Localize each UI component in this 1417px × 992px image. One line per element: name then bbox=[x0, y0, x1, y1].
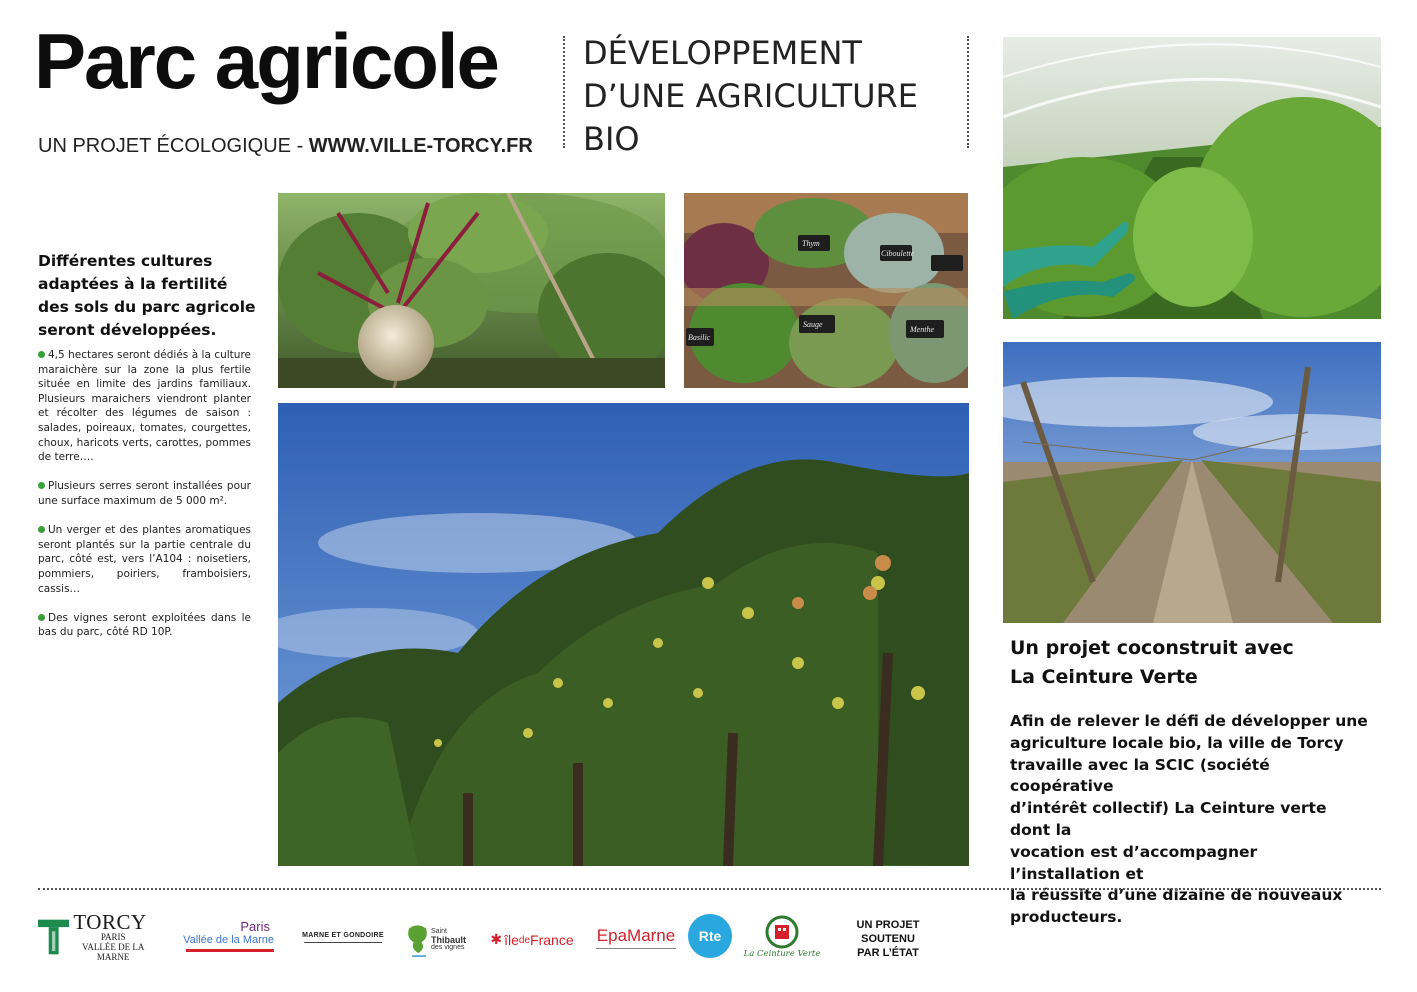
cultures-heading-line: seront développées. bbox=[38, 321, 217, 339]
list-item-text: Des vignes seront exploitées dans le bas du parc, côté RD 10P. bbox=[38, 611, 251, 639]
paragraph-line: producteurs. bbox=[1010, 908, 1123, 927]
subtitle bbox=[38, 135, 533, 158]
pvm-underline bbox=[186, 949, 274, 952]
ceinture-heading-line: Un projet coconstruit avec bbox=[1010, 637, 1294, 659]
paragraph-line: travaille avec la SCIC (société coopérative bbox=[1010, 755, 1270, 796]
cultures-heading-line: des sols du parc agricole bbox=[38, 298, 256, 316]
paragraph-line: d’intérêt collectif) La Ceinture verte dont la bbox=[1010, 799, 1327, 839]
st-thibault-line: Thibault bbox=[431, 935, 466, 945]
list-item-text: Plusieurs serres seront installées pour une surface maximum de 5 000 m². bbox=[38, 480, 251, 507]
herb-label: Menthe bbox=[910, 325, 934, 334]
vertical-divider-left bbox=[563, 36, 565, 148]
idf-text-1: île bbox=[504, 932, 519, 948]
cultures-list bbox=[38, 348, 251, 654]
etat-line: PAR L’ÉTAT bbox=[857, 947, 919, 959]
list-item bbox=[38, 348, 251, 465]
idf-text-3: France bbox=[530, 932, 574, 948]
list-item-text: 4,5 hectares seront dédiés à la culture maraichère sur la zone la plus fertile située en limite des jardins familiaux. Plusieurs maraichers viendront planter et récolter des légumes de saison : salades, poireaux, tomates, courgettes, choux, haricots verts, carottes, pommes de terre…. bbox=[38, 349, 251, 464]
herb-label: Sauge bbox=[803, 320, 823, 329]
epamarne-logo bbox=[594, 924, 678, 952]
torcy-name: TORCY bbox=[73, 910, 147, 934]
etat-line: UN PROJET bbox=[856, 919, 920, 931]
saint-thibault-logo bbox=[406, 914, 466, 966]
list-item-text: Un verger et des plantes aromatiques seront plantés sur la partie centrale du parc, côté est, vers l’A104 : noisetiers, pommiers, poiriers, framboisiers, cassis… bbox=[38, 524, 251, 595]
paragraph-line: vocation est d’accompagner l’installation et bbox=[1010, 842, 1258, 883]
ceinture-verte-paragraph bbox=[1010, 711, 1370, 929]
rte-text: Rte bbox=[698, 928, 722, 944]
etat-support bbox=[848, 917, 928, 961]
pvm-top: Paris bbox=[240, 919, 270, 934]
vertical-divider-right bbox=[967, 36, 969, 148]
orchard-photo bbox=[278, 403, 969, 866]
etat-line: SOUTENU bbox=[861, 933, 915, 945]
ceinture-verte-emblem-icon bbox=[765, 915, 799, 949]
footer-divider bbox=[38, 888, 1381, 890]
torcy-sub: VALLÉE DE LA MARNE bbox=[82, 942, 145, 962]
bullet-dot-icon bbox=[38, 351, 45, 358]
paris-vallee-marne-logo bbox=[182, 913, 274, 959]
greenhouse-photo bbox=[1003, 37, 1381, 319]
theme-heading bbox=[583, 32, 918, 161]
ceinture-verte-text: La Ceinture Verte bbox=[743, 949, 821, 959]
ceinture-verte-heading bbox=[1010, 634, 1370, 692]
vineyard-photo bbox=[1003, 342, 1381, 623]
bullet-dot-icon bbox=[38, 482, 45, 489]
list-item bbox=[38, 611, 251, 640]
star-icon: ✱ bbox=[490, 932, 503, 948]
subtitle-prefix: UN PROJET ÉCOLOGIQUE - bbox=[38, 135, 309, 157]
st-thibault-line: Saint bbox=[431, 928, 447, 935]
idf-text-2: de bbox=[518, 934, 531, 946]
theme-line-3: BIO bbox=[583, 120, 640, 158]
paragraph-line: la réussite d’une dizaine de nouveaux bbox=[1010, 886, 1343, 905]
marne-gondoire-text: MARNE ET GONDOIRE bbox=[302, 931, 384, 939]
cultures-heading bbox=[38, 250, 258, 342]
herb-label: Basilic bbox=[688, 333, 711, 342]
pvm-main: Vallée de la Marne bbox=[183, 934, 274, 946]
website-url[interactable]: WWW.VILLE-TORCY.FR bbox=[308, 135, 533, 157]
herbs-photo bbox=[684, 193, 968, 388]
st-thibault-line: des vignes bbox=[431, 944, 465, 951]
torcy-logo bbox=[38, 910, 153, 962]
paragraph-line: agriculture locale bio, la ville de Torcy bbox=[1010, 733, 1344, 752]
marne-gondoire-logo bbox=[302, 928, 384, 946]
beetroot-photo bbox=[278, 193, 665, 388]
page-title: Parc agricole bbox=[34, 17, 498, 105]
list-item bbox=[38, 479, 251, 508]
marne-gondoire-rule bbox=[304, 942, 382, 943]
ile-de-france-logo bbox=[484, 930, 580, 950]
herb-label: Thym bbox=[802, 239, 820, 248]
epamarne-rule bbox=[596, 948, 676, 949]
ceinture-heading-line: La Ceinture Verte bbox=[1010, 666, 1198, 688]
bullet-dot-icon bbox=[38, 614, 45, 621]
rte-logo bbox=[688, 914, 732, 958]
grape-leaf-icon bbox=[406, 917, 429, 963]
theme-line-2: D’UNE AGRICULTURE bbox=[583, 77, 918, 115]
ceinture-verte-logo bbox=[743, 910, 821, 964]
theme-line-1: DÉVELOPPEMENT bbox=[583, 34, 862, 72]
list-item bbox=[38, 523, 251, 596]
torcy-emblem-icon bbox=[38, 916, 69, 958]
torcy-sub: PARIS bbox=[100, 932, 126, 942]
cultures-heading-line: adaptées à la fertilité bbox=[38, 275, 228, 293]
bullet-dot-icon bbox=[38, 526, 45, 533]
cultures-heading-line: Différentes cultures bbox=[38, 252, 213, 270]
paragraph-line: Afin de relever le défi de développer une bbox=[1010, 712, 1368, 730]
herb-label: Ciboulette bbox=[881, 249, 915, 258]
epamarne-text: EpaMarne bbox=[596, 926, 676, 945]
